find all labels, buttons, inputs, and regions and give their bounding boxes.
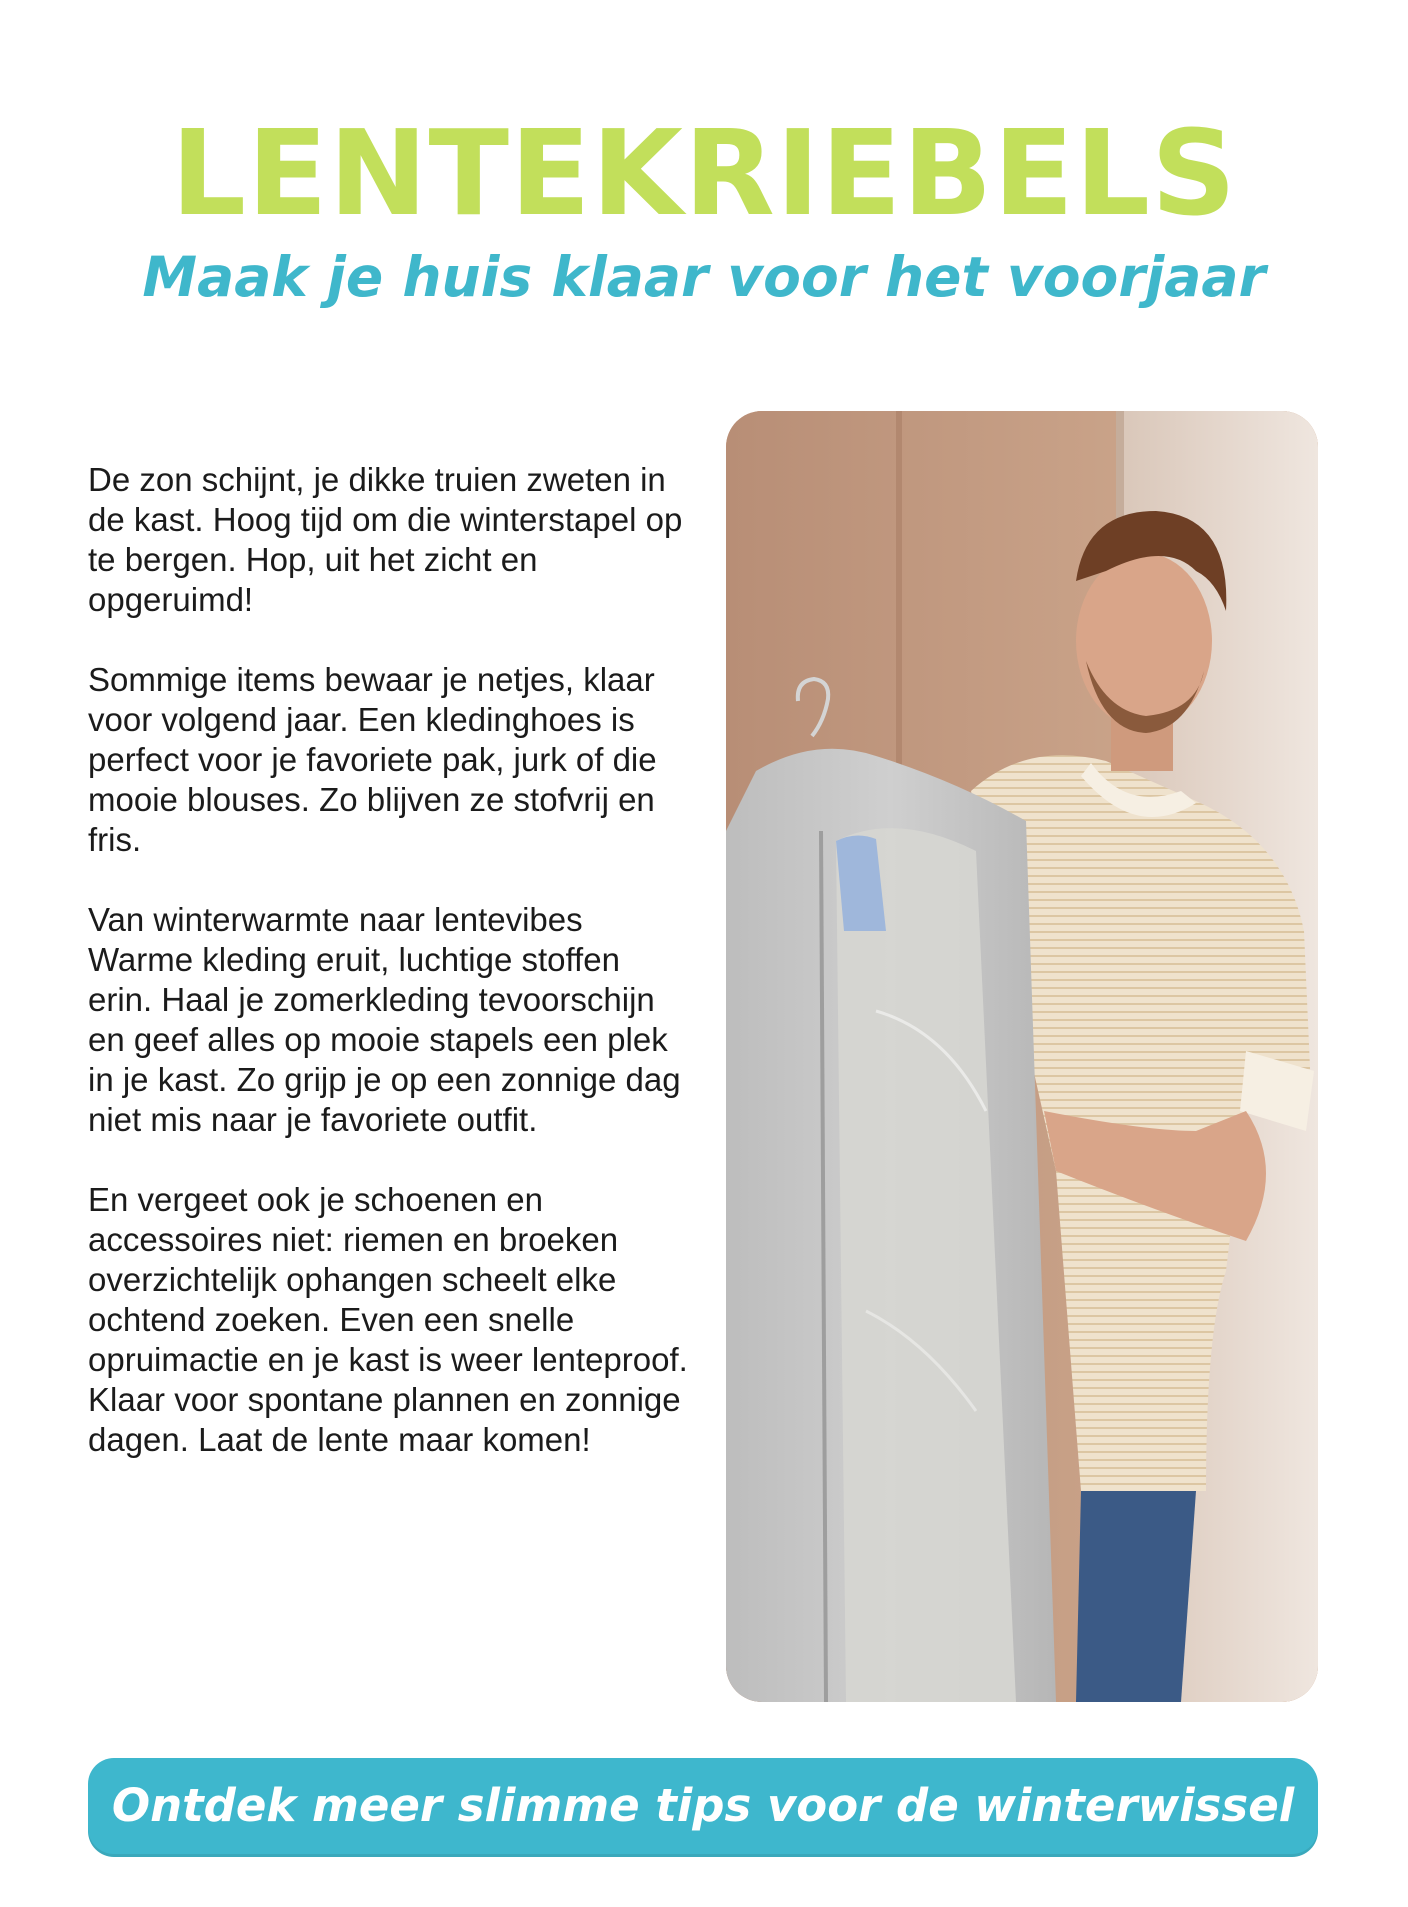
page-subtitle: Maak je huis klaar voor het voorjaar [142, 245, 1266, 309]
more-tips-button[interactable]: Ontdek meer slimme tips voor de winterwissel [88, 1758, 1318, 1854]
article-paragraph: Van winterwarmte naar lentevibes Warme kleding eruit, luchtige stoffen erin. Haal je zomerkleding tevoorschijn en geef alles op mooie stapels een plek in je kast. Zo grijp je op een zonnige dag niet mis naar je favoriete outfit. [88, 901, 681, 1138]
page-header [0, 104, 1408, 312]
man-with-garment-bag-illustration [726, 411, 1318, 1702]
article-paragraph: Sommige items bewaar je netjes, klaar voor volgend jaar. Een kledinghoes is perfect voor je favoriete pak, jurk of die mooie blouses. Zo blijven ze stofvrij en fris. [88, 661, 657, 858]
article-body [88, 460, 688, 1500]
page-title: LENTEKRIEBELS [170, 104, 1238, 242]
article-paragraph: De zon schijnt, je dikke truien zweten in de kast. Hoog tijd om die winterstapel op te bergen. Hop, uit het zicht en opgeruimd! [88, 461, 683, 618]
article-paragraph: En vergeet ook je schoenen en accessoires niet: riemen en broeken overzichtelijk ophangen scheelt elke ochtend zoeken. Even een snelle opruimactie en je kast is weer lenteproof. Klaar voor spontane plannen en zonnige dagen. Laat de lente maar komen! [88, 1181, 688, 1458]
product-photo [726, 411, 1318, 1702]
